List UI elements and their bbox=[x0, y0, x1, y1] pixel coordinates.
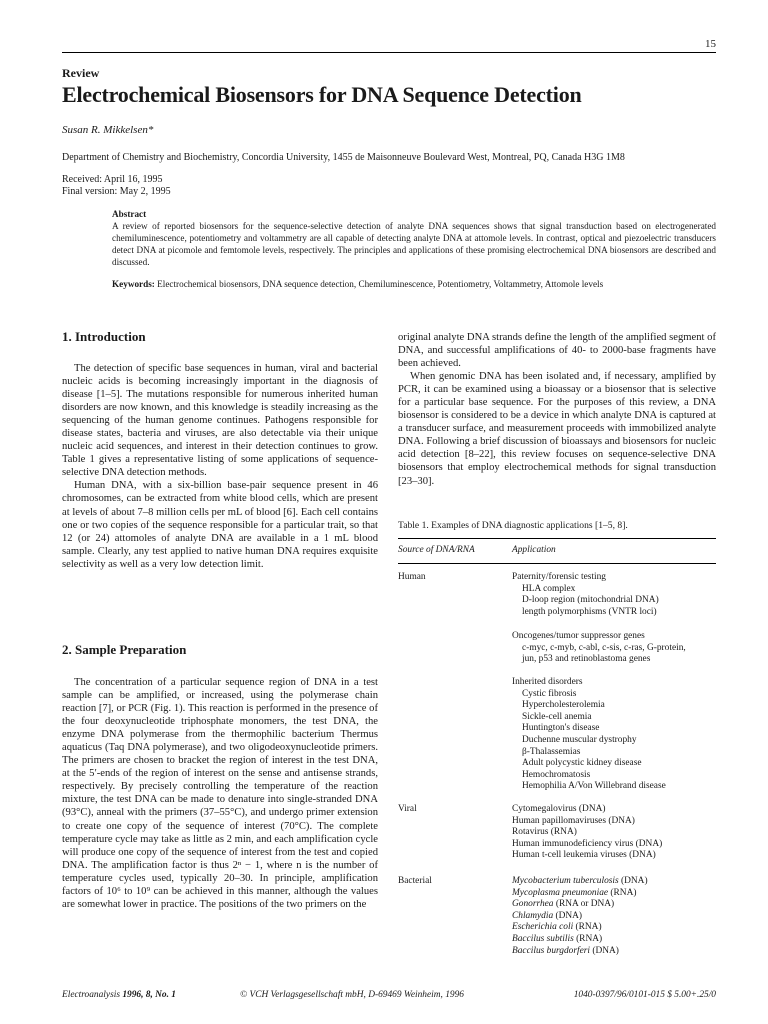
table-human-group-1 bbox=[512, 572, 722, 618]
dates bbox=[62, 174, 171, 198]
table-viral-group bbox=[512, 804, 722, 862]
keywords bbox=[112, 279, 716, 289]
table-cell: Hypercholesterolemia bbox=[522, 700, 605, 711]
sample-prep-body bbox=[62, 676, 378, 911]
table-cell: Oncogenes/tumor suppressor genes bbox=[512, 631, 645, 641]
footer-code: 1040-0397/96/0101-015 $ 5.00+.25/0 bbox=[573, 990, 716, 1000]
intro-heading: 1. Introduction bbox=[62, 329, 146, 344]
organism-name: Chlamydia bbox=[512, 910, 554, 921]
table-cell: D-loop region (mitochondrial DNA) bbox=[522, 595, 659, 606]
abstract-heading: Abstract bbox=[112, 209, 147, 219]
table-human-group-3 bbox=[512, 677, 722, 793]
table-bacterial-group bbox=[512, 876, 722, 957]
sample-type: (DNA) bbox=[590, 945, 619, 956]
intro-paragraph-1: The detection of specific base sequences in human, viral and bacterial nucleic acids is becoming increasingly important in the diagnosis of disease [1–5]. The mutations responsible for numerous inherited human disorders are now known, and this knowledge is steadily increasing as the sequencing of the human genome continues. Pathogens responsible for disease states, bacteria and viruses, are also detectable via their unique nucleic acid sequences, and interest in their detection continues to grow. Table 1 gives a representative listing of some applications of sequence-selective DNA detection methods. bbox=[62, 363, 378, 479]
table-cell: Sickle-cell anemia bbox=[522, 711, 592, 722]
affiliation: Department of Chemistry and Biochemistry, Concordia University, 1455 de Maisonneuve Boulevard West, Montreal, PQ, Canada H3G 1M8 bbox=[62, 152, 625, 163]
table-cell: length polymorphisms (VNTR loci) bbox=[522, 606, 657, 617]
table-cell: c-myc, c-myb, c-abl, c-sis, c-ras, G-protein, bbox=[522, 642, 686, 653]
organism-name: Mycoplasma pneumoniae bbox=[512, 887, 609, 898]
organism-name: Baccilus subtilis bbox=[512, 933, 574, 944]
table-cell: β-Thalassemias bbox=[522, 746, 581, 757]
table-cell bbox=[512, 876, 722, 888]
table-cell: Inherited disorders bbox=[512, 677, 583, 687]
table-cell bbox=[512, 934, 722, 946]
right-column-body bbox=[398, 331, 716, 488]
journal-volume: 1996, 8, No. 1 bbox=[119, 990, 176, 1000]
sample-type: (RNA or DNA) bbox=[553, 899, 615, 910]
right-paragraph-2: When genomic DNA has been isolated and, if necessary, amplified by PCR, it can be examined using a bioassay or a biosensor that is selective for a particular base sequence. For the purposes of this review, a DNA biosensor is considered to be a device in which analyte DNA is captured at a transducer surface, and measurement proceeds with immobilized analyte DNA. Following a brief discussion of bioassays and biosensors for nucleic acid detection [8–22], this review focuses on sequence-selective DNA biosensors that employ electrochemical methods for signal transduction [23–30]. bbox=[398, 371, 716, 487]
header-rule bbox=[62, 52, 716, 53]
keywords-label: Keywords: bbox=[112, 279, 155, 289]
table-cell: Human papillomaviruses (DNA) bbox=[512, 815, 635, 826]
organism-name: Gonorrhea bbox=[512, 899, 554, 910]
sample-type: (RNA) bbox=[573, 933, 603, 944]
table-cell: Hemophilia A/Von Willebrand disease bbox=[522, 781, 666, 792]
table-cell: Human t-cell leukemia viruses (DNA) bbox=[512, 850, 656, 861]
table-caption: Table 1. Examples of DNA diagnostic applications [1–5, 8]. bbox=[398, 520, 628, 531]
journal-name: Electroanalysis bbox=[62, 990, 120, 1000]
table-source-human: Human bbox=[398, 572, 426, 582]
table-source-bacterial: Bacterial bbox=[398, 876, 432, 886]
sample-prep-heading: 2. Sample Preparation bbox=[62, 642, 187, 657]
abstract bbox=[112, 208, 716, 268]
table-cell bbox=[512, 899, 722, 911]
table-header-rule bbox=[398, 563, 716, 564]
sample-prep-paragraph-1: The concentration of a particular sequence region of DNA in a test sample can be amplified, or increased, using the polymerase chain reaction [7], or PCR (Fig. 1). This reaction is performed in the presence of the four deoxynucleotide triphosphate monomers, the test DNA, the enzyme DNA polymerase from the thermophilic bacterium Thermus aquaticus (Taq DNA polymerase), and two oligodeoxynucleotide primers. The primers are chosen to bracket the region of interest in the test DNA, at the 5′-ends of the region of interest on the sense and antisense strands, respectively. By precisely controlling the temperature of the reaction mixture, the test DNA can be made to denature into single-stranded DNA (93°C), anneal with the primers (37–55°C), and undergo primer extension to create one copy of the sequence of interest (70°C). The complete temperature cycle may take as little as 2 min, and each amplification cycle will produce one copy of the sequence of interest from the test and copied DNA. The amplification factor is thus 2ⁿ − 1, where n is the number of temperature cycles used, typically 20–30. In principle, amplification factors of 10⁶ to 10⁹ can be achieved in this manner, although the values are somewhat lower in practice. The positions of the two primers on the bbox=[62, 677, 378, 910]
author: Susan R. Mikkelsen* bbox=[62, 124, 154, 136]
intro-body bbox=[62, 362, 378, 571]
table-human-group-2 bbox=[512, 631, 722, 666]
table-cell: Adult polycystic kidney disease bbox=[522, 758, 642, 769]
table-cell: Huntington's disease bbox=[522, 723, 600, 734]
abstract-text: A review of reported biosensors for the sequence-selective detection of analyte DNA sequences shows that signal transduction based on electrogenerated chemiluminescence, potentiometry and voltammetry are all capable of detecting analyte DNA at attomole levels. In contrast, optical and piezoelectric transducers detect DNA at picomole and femtomole levels, respectively. The principles and applications of these promising electrochemical DNA biosensors are described and discussed. bbox=[112, 221, 716, 267]
final-version-date: Final version: May 2, 1995 bbox=[62, 186, 171, 197]
table-cell: Hemochromatosis bbox=[522, 769, 591, 780]
sample-type: (DNA) bbox=[618, 876, 648, 886]
table-cell: Cystic fibrosis bbox=[522, 688, 577, 699]
paper-title: Electrochemical Biosensors for DNA Sequence Detection bbox=[62, 82, 582, 107]
table-cell bbox=[512, 911, 722, 923]
table-cell: Human immunodeficiency virus (DNA) bbox=[512, 838, 663, 849]
page-number: 15 bbox=[705, 38, 716, 50]
table-header-application: Application bbox=[512, 545, 556, 555]
intro-paragraph-2: Human DNA, with a six-billion base-pair sequence present in 46 chromosomes, can be extracted from white blood cells, which are present at levels of about 7–8 million cells per mL of blood [6]. Each cell contains one or two copies of the sequence responsible for a particular trait, so that 12 (or 24) attomoles of analyte DNA are available in a 1 mL blood sample. Clearly, any test applied to native human DNA requires exquisite selectivity as well as a very low detection limit. bbox=[62, 480, 378, 570]
sample-type: (RNA) bbox=[608, 887, 637, 898]
organism-name: Baccilus burgdorferi bbox=[512, 945, 591, 956]
footer-journal bbox=[62, 990, 176, 1000]
table-cell: jun, p53 and retinoblastoma genes bbox=[522, 654, 651, 665]
section-tag: Review bbox=[62, 66, 100, 80]
table-cell bbox=[512, 922, 722, 934]
table-cell: Duchenne muscular dystrophy bbox=[522, 734, 637, 745]
table-cell bbox=[512, 888, 722, 900]
keywords-text: Electrochemical biosensors, DNA sequence detection, Chemiluminescence, Potentiometry, Voltammetry, Attomole levels bbox=[154, 279, 604, 289]
organism-name: Escherichia coli bbox=[512, 922, 574, 933]
table-cell: Rotavirus (RNA) bbox=[512, 827, 577, 838]
table-header-source: Source of DNA/RNA bbox=[398, 545, 475, 555]
received-date: Received: April 16, 1995 bbox=[62, 174, 163, 185]
organism-name: Mycobacterium tuberculosis bbox=[512, 876, 619, 886]
table-cell: Paternity/forensic testing bbox=[512, 572, 606, 582]
right-paragraph-1: original analyte DNA strands define the length of the amplified segment of DNA, and successful amplifications of 40- to 2000-base fragments have been achieved. bbox=[398, 332, 716, 370]
table-cell: HLA complex bbox=[522, 583, 576, 594]
footer-publisher: © VCH Verlagsgesellschaft mbH, D-69469 Weinheim, 1996 bbox=[240, 990, 464, 1000]
sample-type: (DNA) bbox=[553, 910, 583, 921]
table-cell: Cytomegalovirus (DNA) bbox=[512, 804, 606, 814]
table-source-viral: Viral bbox=[398, 804, 417, 814]
table-top-rule bbox=[398, 538, 716, 539]
sample-type: (RNA) bbox=[573, 922, 602, 933]
table-cell bbox=[512, 946, 722, 958]
